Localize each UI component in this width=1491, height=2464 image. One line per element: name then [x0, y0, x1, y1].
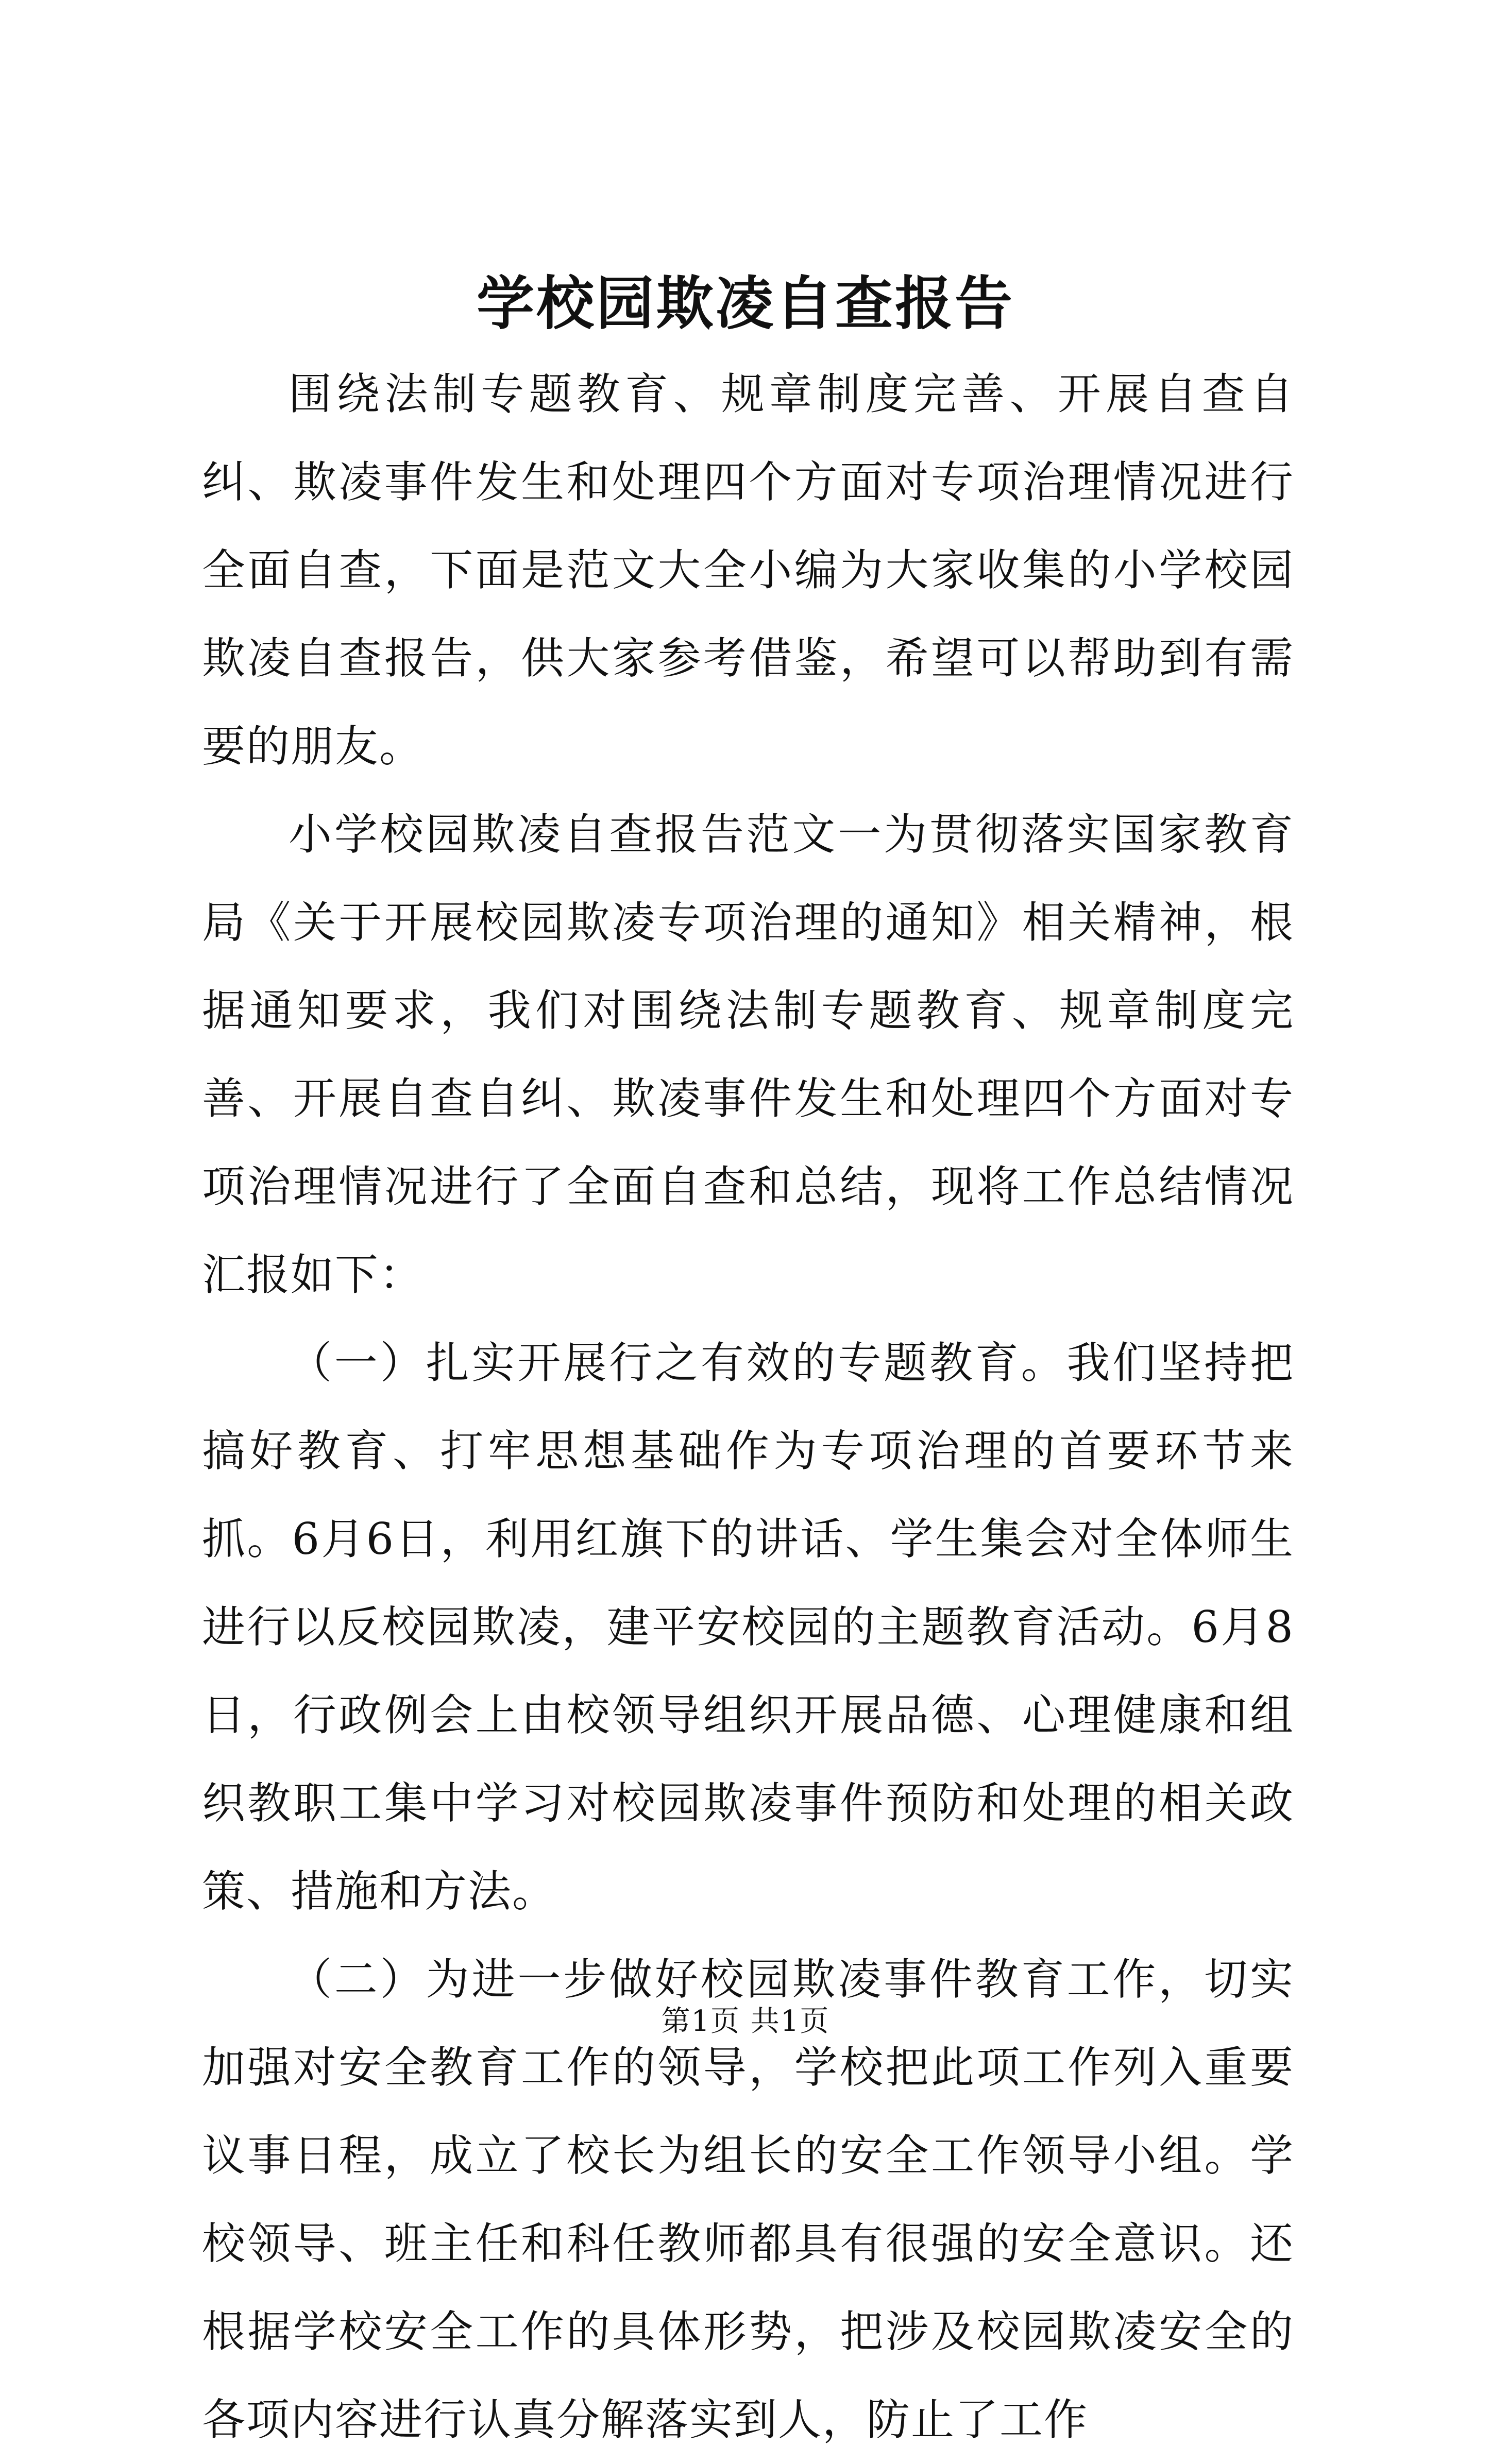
document-title: 学校园欺凌自查报告	[477, 270, 1014, 337]
page-number-footer: 第1页 共1页	[661, 2005, 830, 2038]
paragraph-section-two: （二）为进一步做好校园欺凌事件教育工作，切实加强对安全教育工作的领导，学校把此项工作列入重要议事日程，成立了校长为组长的安全工作领导小组。学校领导、班主任和科任教师都具有很强的安全意识。还根据学校安全工作的具体形势，把涉及校园欺凌安全的各项内容进行认真分解落实到人，防止了工作	[202, 1954, 1294, 2445]
paragraph-intro: 围绕法制专题教育、规章制度完善、开展自查自纠、欺凌事件发生和处理四个方面对专项治理情况进行全面自查，下面是范文大全小编为大家收集的小学校园欺凌自查报告，供大家参考借鉴，希望可以帮助到有需要的朋友。	[202, 369, 1294, 772]
paragraph-sample-one: 小学校园欺凌自查报告范文一为贯彻落实国家教育局《关于开展校园欺凌专项治理的通知》相关精神，根据通知要求，我们对围绕法制专题教育、规章制度完善、开展自查自纠、欺凌事件发生和处理四个方面对专项治理情况进行了全面自查和总结，现将工作总结情况汇报如下：	[202, 809, 1294, 1300]
document-body	[202, 350, 1294, 2464]
paragraph-section-one: （一）扎实开展行之有效的专题教育。我们坚持把搞好教育、打牢思想基础作为专项治理的首要环节来抓。6月6日，利用红旗下的讲话、学生集会对全体师生进行以反校园欺凌，建平安校园的主题教育活动。6月8日，行政例会上由校领导组织开展品德、心理健康和组织教职工集中学习对校园欺凌事件预防和处理的相关政策、措施和方法。	[202, 1338, 1294, 1917]
